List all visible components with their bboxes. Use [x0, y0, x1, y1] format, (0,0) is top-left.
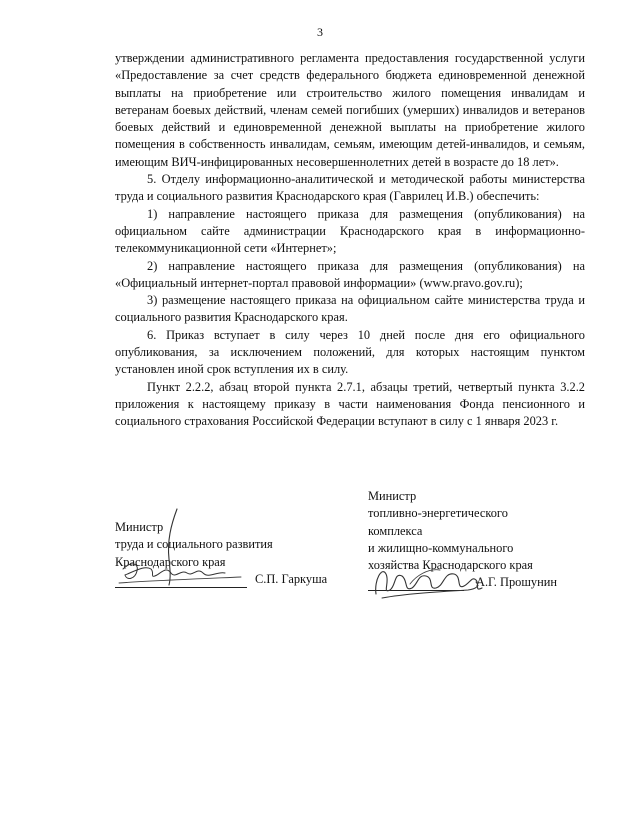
signatory-name: С.П. Гаркуша — [255, 571, 328, 586]
signatory-title-line: Министр — [368, 489, 417, 503]
paragraph-regulation-title: утверждении административного регламента предоставления государственной услуги «Предоставление за счет средств федерального бюджета единовременной денежной выплаты на приобретение или строительство жилого помещения инвалидам и ветеранам боевых действий, членам семей погибших (умерших) инвалидов и ветеранов боевых действий и единовременной денежной выплаты на приобретение жилого помещения в собственность инвалидам, семьям, имеющим детей-инвалидов, и семьям, имеющим ВИЧ-инфицированных несовершеннолетних детей в возрасте до 18 лет». — [115, 51, 585, 169]
signatory-title-line: труда и социального развития — [115, 537, 273, 552]
paragraph-item-5: 5. Отделу информационно-аналитической и методической работы министерства труда и социального развития Краснодарского края (Гаврилец И.В.) обеспечить: — [115, 172, 585, 204]
paragraph-effective-date: Пункт 2.2.2, абзац второй пункта 2.7.1, абзацы третий, четвертый пункта 3.2.2 приложения к настоящему приказу в части наименования Фонда пенсионного и социального страхования Российской Федерации вступают в силу с 1 января 2023 г. — [115, 379, 585, 429]
handwritten-signature — [364, 554, 494, 614]
paragraph-item-6: 6. Приказ вступает в силу через 10 дней после дня его официального опубликования, за исключением положений, для которых настоящим пунктом установлен иной срок вступления их в силу. — [115, 327, 585, 377]
signature-block-right — [368, 488, 598, 594]
signatory-title-line: хозяйства Краснодарского края — [368, 558, 533, 573]
signatory-title-line: комплекса — [368, 523, 423, 538]
signatory-title-line: Министр — [115, 520, 164, 534]
handwritten-signature — [105, 507, 255, 597]
signatory-title-line: Краснодарского края — [115, 554, 226, 569]
signatory-title-line: топливно-энергетического — [368, 506, 508, 521]
signature-block-left — [115, 519, 345, 591]
signatory-name: А.Г. Прошунин — [476, 575, 557, 590]
document-body — [115, 50, 585, 431]
paragraph-subitem-1: 1) направление настоящего приказа для размещения (опубликования) на официальном сайте администрации Краснодарского края в информационно-телекоммуникационной сети «Интернет»; — [115, 206, 585, 256]
signatory-title-line: и жилищно-коммунального — [368, 540, 514, 555]
page-number: 3 — [317, 25, 323, 39]
paragraph-subitem-2: 2) направление настоящего приказа для размещения (опубликования) на «Официальный интернет-портал правовой информации» (www.pravo.gov.ru); — [115, 258, 585, 290]
paragraph-subitem-3: 3) размещение настоящего приказа на официальном сайте министерства труда и социального развития Краснодарского края. — [115, 293, 585, 325]
